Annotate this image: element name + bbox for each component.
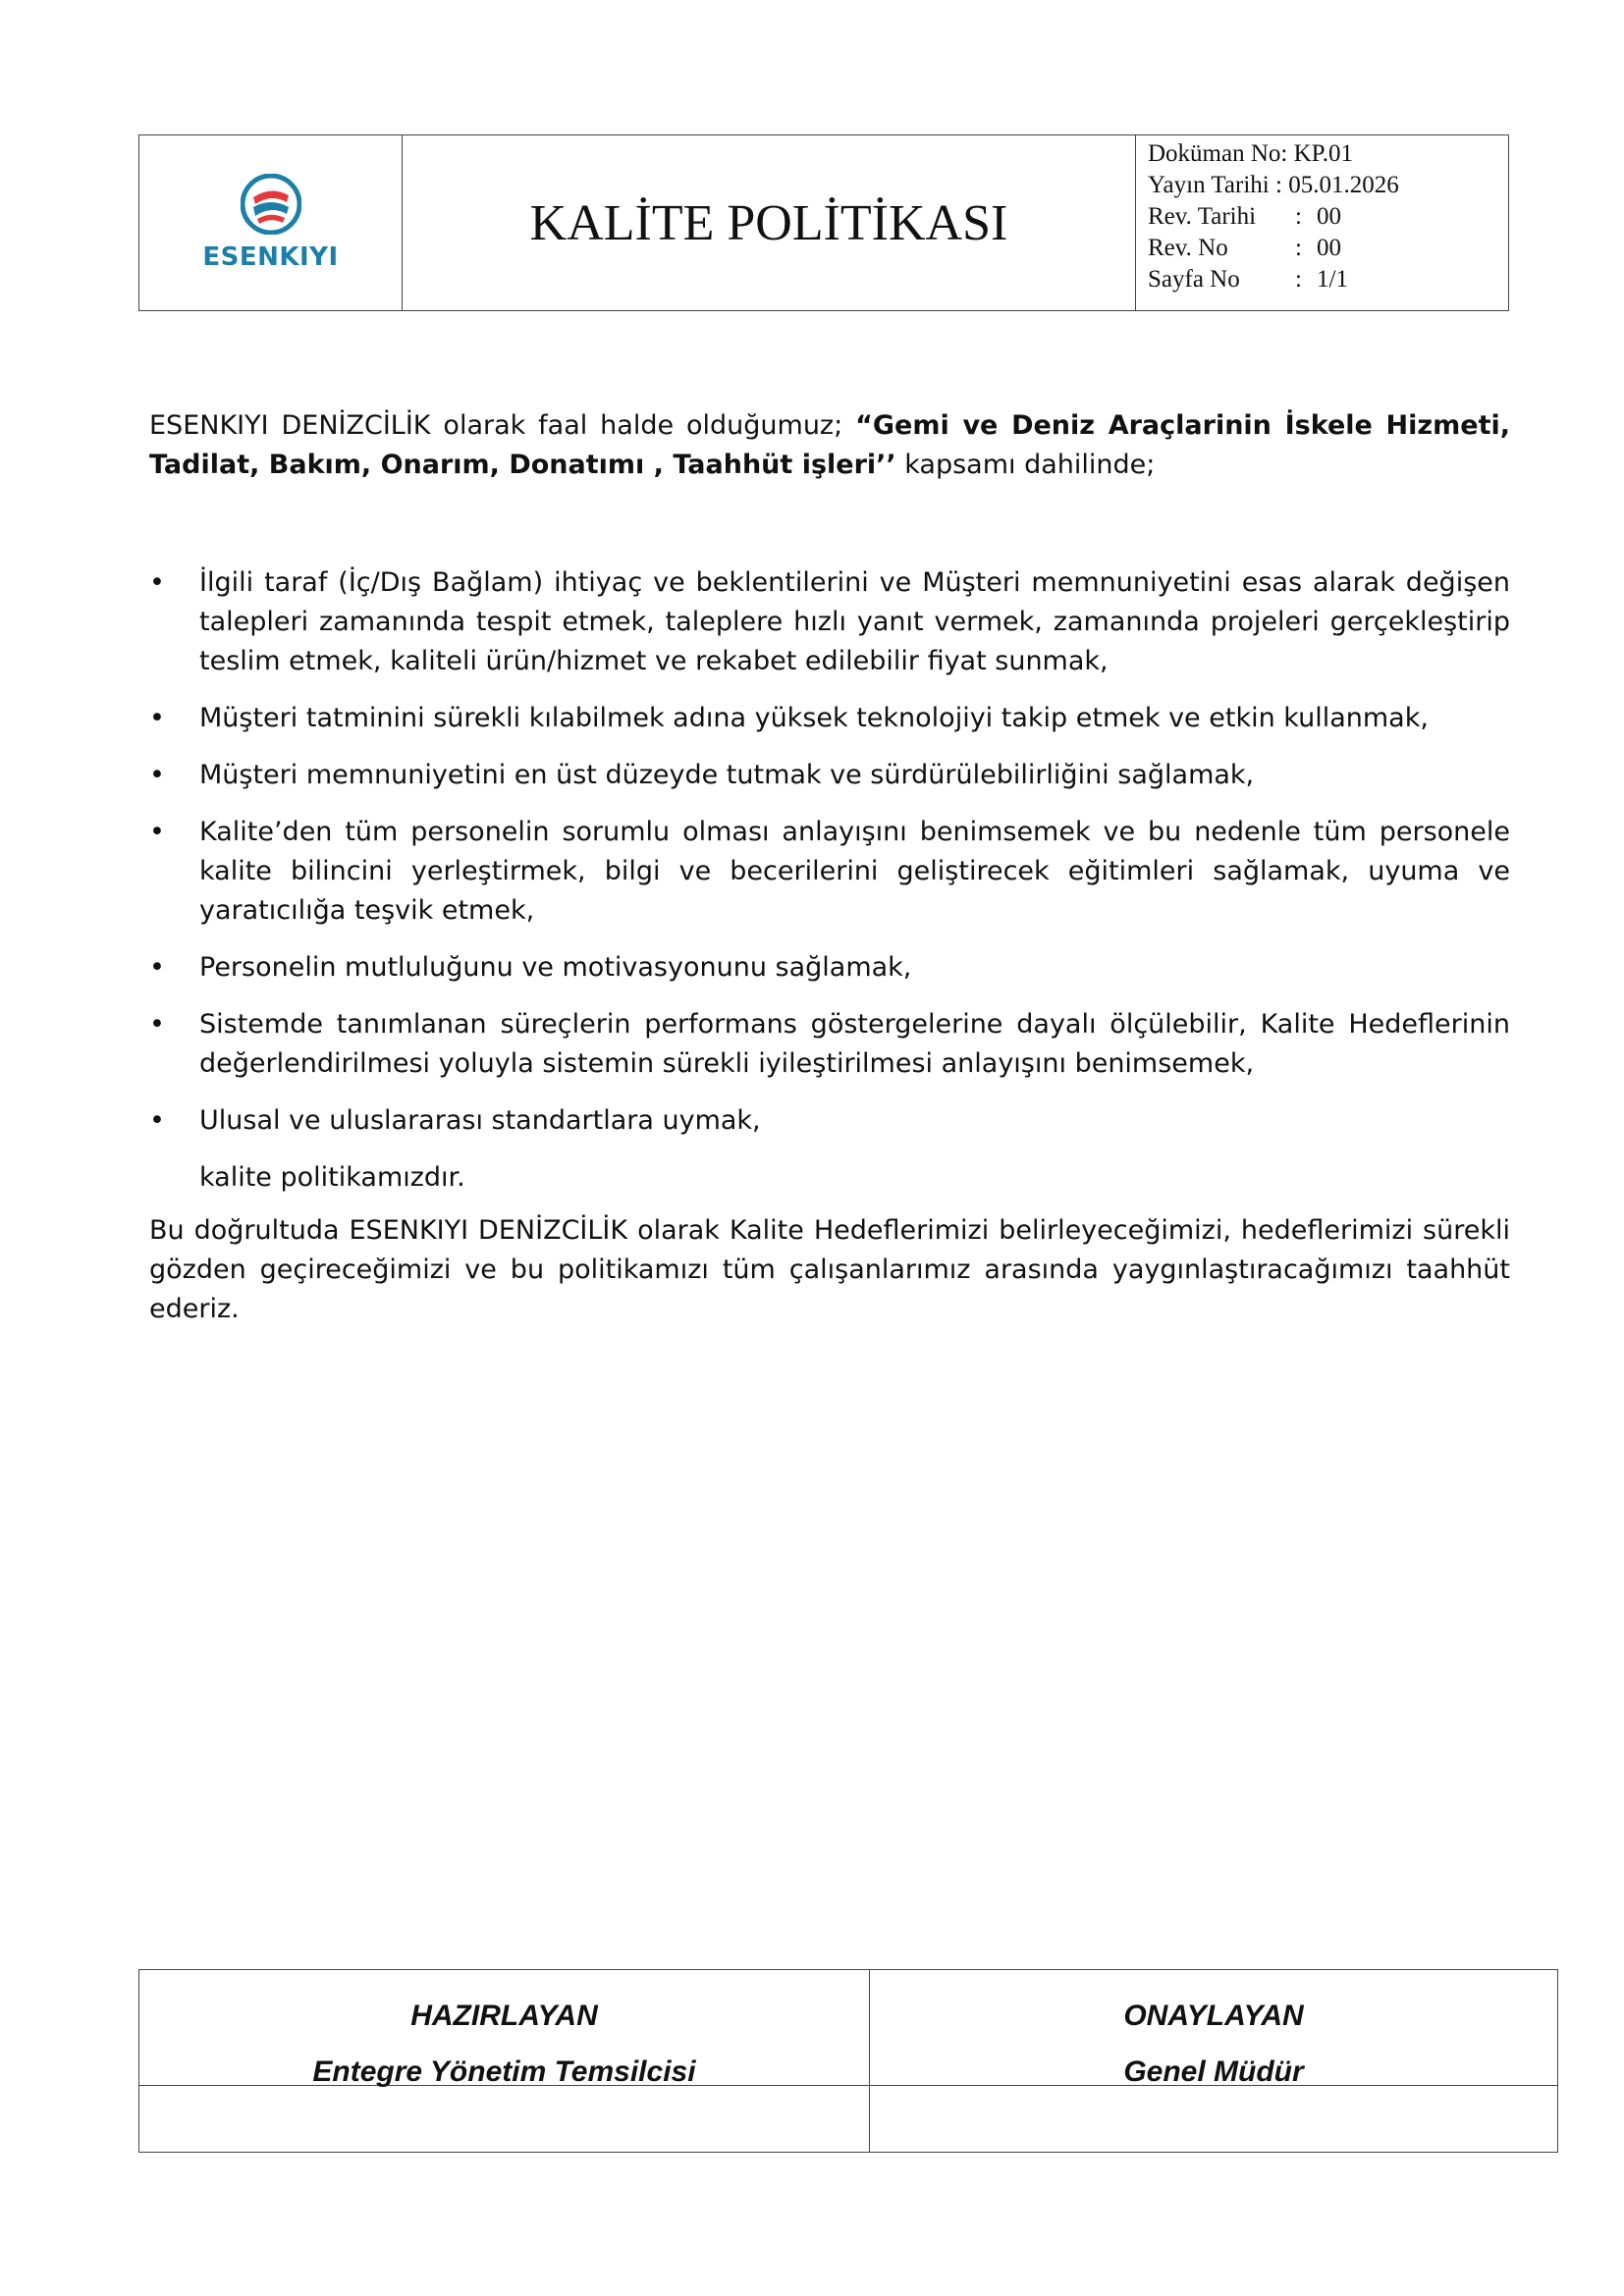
list-item: • Müşteri tatminini sürekli kılabilmek adına yüksek teknolojiyi takip etmek ve etkin kullanmak,: [149, 699, 1510, 738]
prepared-by-heading: HAZIRLAYAN: [410, 2000, 598, 2032]
bullet-icon: •: [149, 1105, 165, 1136]
meta-doc-no: Doküman No : KP.01: [1148, 140, 1354, 167]
approved-by-heading: ONAYLAYAN: [1123, 2000, 1304, 2032]
bullet-icon: •: [149, 703, 165, 733]
bullet-icon: •: [149, 817, 165, 847]
list-item: • Kalite’den tüm personelin sorumlu olması anlayışını benimsemek ve bu nedenle tüm personele kalite bilincini yerleştirmek, bilgi ve becerilerini geliştirecek eğitimleri sağlamak, uyuma ve yaratıcılığa teşvik etmek,: [149, 813, 1510, 931]
list-item: • İlgili taraf (İç/Dış Bağlam) ihtiyaç ve beklentilerini ve Müşteri memnuniyetini esas alarak değişen talepleri zamanında tespit etmek, taleplere hızlı yanıt vermek, zamanında projeleri gerçekleştirip teslim etmek, kaliteli ürün/hizmet ve rekabet edilebilir fiyat sunmak,: [149, 563, 1510, 681]
prepared-by-role: Entegre Yönetim Temsilcisi: [312, 2056, 696, 2088]
meta-publish-date: Yayın Tarihi : 05.01.2026: [1148, 172, 1399, 198]
closing-line: kalite politikamızdır.: [199, 1162, 465, 1193]
list-item: • Sistemde tanımlanan süreçlerin performans göstergelerine dayalı ölçülebilir, Kalite Hedeflerinin değerlendirilmesi yoluyla sistemin sürekli iyileştirilmesi anlayışını benimsemek,: [149, 1005, 1510, 1084]
bullet-icon: •: [149, 567, 165, 598]
signature-table: [138, 1969, 1558, 2153]
approved-by-signature-cell: [870, 2086, 1557, 2152]
bullet-icon: •: [149, 1009, 165, 1040]
bullet-icon: •: [149, 760, 165, 790]
commitment-paragraph: Bu doğrultuda ESENKIYI DENİZCİLİK olarak Kalite Hedeflerimizi belirleyeceğimizi, hedeflerimizi sürekli gözden geçireceğimizi ve bu politikamızı tüm çalışanlarımız arasında yaygınlaştıracağımızı taahhüt ederiz.: [149, 1215, 1510, 1324]
approved-by-cell: [870, 1970, 1557, 2086]
company-logo-icon: [241, 174, 301, 235]
scope-statement: “Gemi ve Deniz Araçlarinin İskele Hizmeti, Tadilat, Bakım, Onarım, Donatımı , Taahhüt işleri’’: [149, 410, 1510, 480]
list-item: • Personelin mutluluğunu ve motivasyonunu sağlamak,: [149, 948, 1510, 988]
intro-paragraph: ESENKIYI DENİZCİLİK olarak faal halde olduğumuz; “Gemi ve Deniz Araçlarinin İskele Hizmeti, Tadilat, Bakım, Onarım, Donatımı , Taahhüt işleri’’ kapsamı dahilinde;: [149, 410, 1510, 480]
approved-by-role: Genel Müdür: [1123, 2056, 1304, 2088]
prepared-by-signature-cell: [139, 2086, 870, 2152]
meta-rev-date: Rev. Tarihi : 00: [1148, 203, 1341, 230]
policy-body: [149, 406, 1510, 1329]
document-header: [138, 134, 1509, 311]
bullet-icon: •: [149, 952, 165, 983]
prepared-by-cell: [139, 1970, 870, 2086]
list-item: • Müşteri memnuniyetini en üst düzeyde tutmak ve sürdürülebilirliğini sağlamak,: [149, 756, 1510, 795]
logo-cell: [139, 135, 403, 310]
policy-list: [149, 563, 1510, 1141]
logo-text: ESENKIYI: [202, 242, 339, 272]
meta-page-no: Sayfa No : 1/1: [1148, 266, 1348, 293]
document-meta: [1136, 135, 1508, 310]
list-item: • Ulusal ve uluslararası standartlara uymak,: [149, 1101, 1510, 1141]
meta-rev-no: Rev. No : 00: [1148, 235, 1341, 261]
page-title: KALİTE POLİTİKASI: [403, 135, 1136, 310]
